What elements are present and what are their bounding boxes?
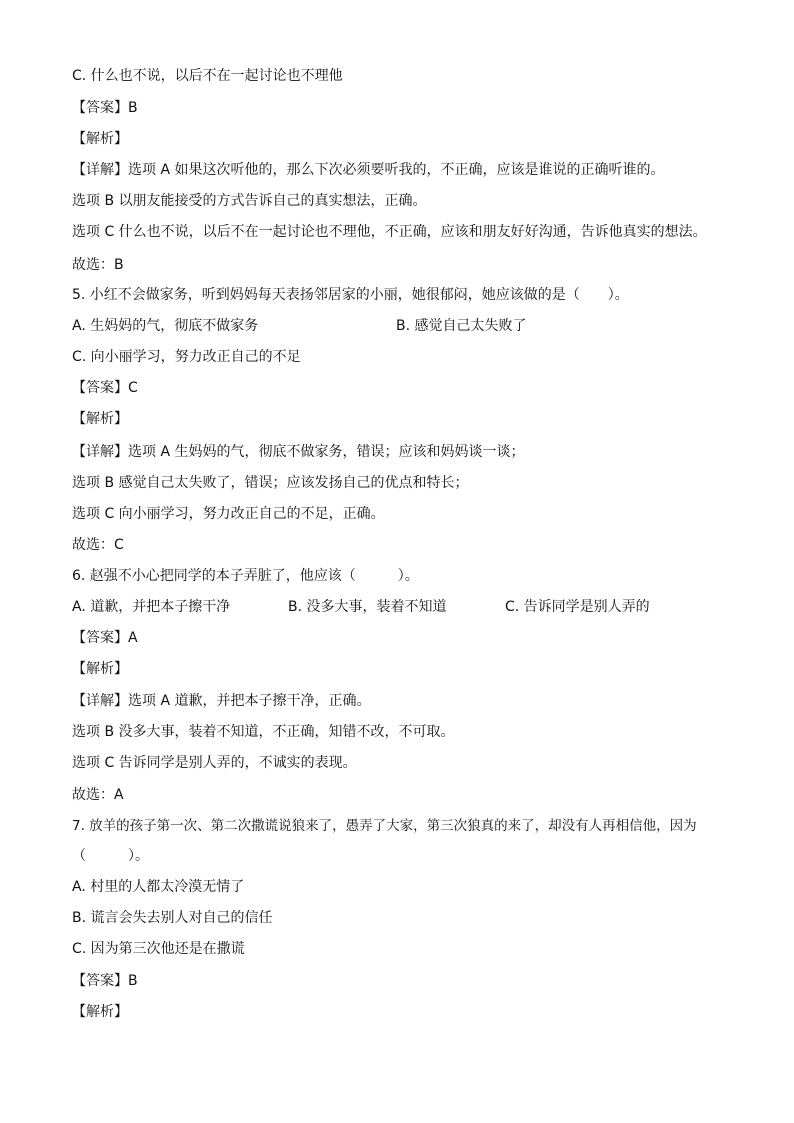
question-5: 5. 小红不会做家务，听到妈妈每天表扬邻居家的小丽，她很郁闷，她应该做的是（ ）。: [72, 287, 629, 303]
answer-label: 【答案】B: [72, 973, 138, 989]
detail-text: 选项 B 没多大事，装着不知道，不正确，知错不改，不可取。: [72, 724, 455, 740]
analysis-label: 【解析】: [72, 1004, 128, 1020]
q6-option-c: C. 告诉同学是别人弄的: [505, 599, 650, 615]
option-c-text: C. 什么也不说，以后不在一起讨论也不理他: [72, 68, 343, 84]
analysis-label: 【解析】: [72, 411, 128, 427]
detail-text: 选项 B 以朋友能接受的方式告诉自己的真实想法，正确。: [72, 193, 427, 209]
detail-text: 选项 B 感觉自己太失败了，错误；应该发扬自己的优点和特长；: [72, 475, 469, 491]
conclusion-text: 故选：C: [72, 537, 124, 553]
detail-text: 选项 C 告诉同学是别人弄的，不诚实的表现。: [72, 755, 357, 771]
conclusion-text: 故选：B: [72, 257, 124, 273]
question-7: 7. 放羊的孩子第一次、第二次撒谎说狼来了，愚弄了大家，第三次狼真的来了，却没有人再相信他，因为: [72, 818, 697, 834]
answer-label: 【答案】C: [72, 380, 138, 396]
conclusion-text: 故选：A: [72, 787, 124, 803]
q7-option-a: A. 村里的人都太冷漠无情了: [72, 879, 245, 895]
q7-option-b: B. 谎言会失去别人对自己的信任: [72, 910, 273, 926]
question-7-continued: （ ）。: [72, 848, 149, 864]
analysis-label: 【解析】: [72, 131, 128, 147]
q5-option-a: A. 生妈妈的气，彻底不做家务: [72, 318, 259, 334]
analysis-label: 【解析】: [72, 661, 128, 677]
q7-option-c: C. 因为第三次他还是在撒谎: [72, 941, 245, 957]
detail-text: 【详解】选项 A 道歉，并把本子擦干净，正确。: [72, 693, 371, 709]
q6-option-b: B. 没多大事，装着不知道: [288, 599, 447, 615]
q5-option-b: B. 感觉自己太失败了: [396, 318, 527, 334]
detail-text: 选项 C 什么也不说，以后不在一起讨论也不理他，不正确，应该和朋友好好沟通，告诉他真实的想法。: [72, 224, 707, 240]
answer-label: 【答案】A: [72, 630, 138, 646]
question-6: 6. 赵强不小心把同学的本子弄脏了，他应该（ ）。: [72, 568, 419, 584]
detail-text: 【详解】选项 A 生妈妈的气，彻底不做家务，错误；应该和妈妈谈一谈；: [72, 444, 525, 460]
detail-text: 选项 C 向小丽学习，努力改正自己的不足，正确。: [72, 506, 385, 522]
q6-option-a: A. 道歉，并把本子擦干净: [72, 599, 231, 615]
detail-text: 【详解】选项 A 如果这次听他的，那么下次必须要听我的，不正确，应该是谁说的正确听谁的。: [72, 162, 665, 178]
answer-label: 【答案】B: [72, 100, 138, 116]
q5-option-c: C. 向小丽学习，努力改正自己的不足: [72, 349, 301, 365]
